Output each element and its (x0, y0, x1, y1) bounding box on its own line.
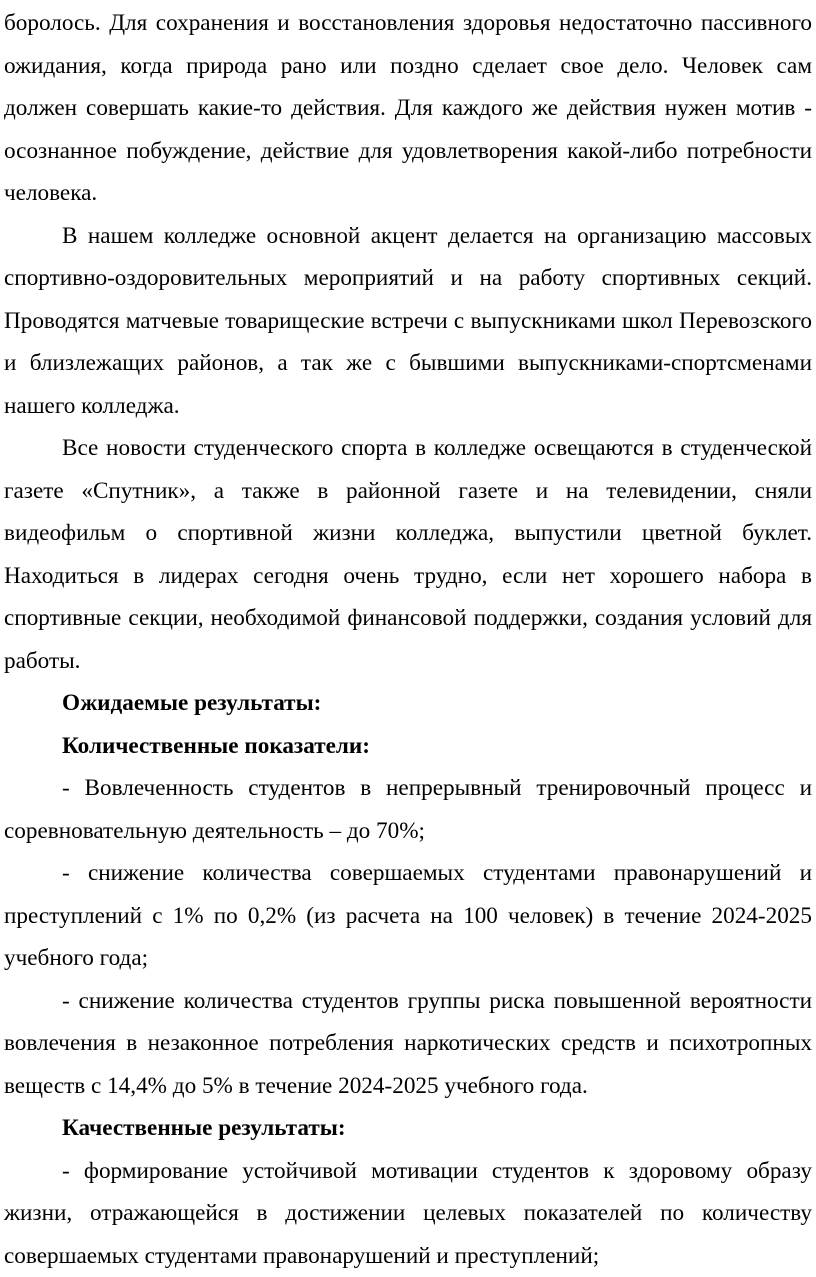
quantitative-item-risk-group: - снижение количества студентов группы риска повышенной вероятности вовлечения в незаконное потребления наркотических средств и психотропных веществ с 14,4% до 5% в течение 2024-2025 учебного года. (4, 980, 812, 1108)
quantitative-item-offenses: - снижение количества совершаемых студентами правонарушений и преступлений с 1% по 0,2% (из расчета на 100 человек) в течение 2024-2025 учебного года; (4, 852, 812, 980)
paragraph-sports-news: Все новости студенческого спорта в колледже освещаются в студенческой газете «Спутник», а также в районной газете и на телевидении, сняли видеофильм о спортивной жизни колледжа, выпустили цветной буклет. Находиться в лидерах сегодня очень трудно, если нет хорошего набора в спортивные секции, необходимой финансовой поддержки, создания условий для работы. (4, 427, 812, 682)
quantitative-item-involvement: - Вовлеченность студентов в непрерывный тренировочный процесс и соревновательную деятельность – до 70%; (4, 767, 812, 852)
heading-qualitative: Качественные результаты: (4, 1107, 812, 1150)
heading-quantitative: Количественные показатели: (4, 725, 812, 768)
qualitative-item-motivation: - формирование устойчивой мотивации студентов к здоровому образу жизни, отражающейся в достижении целевых показателей по количеству совершаемых студентами правонарушений и преступлений; (4, 1150, 812, 1277)
heading-expected-results: Ожидаемые результаты: (4, 682, 812, 725)
document-body (4, 2, 812, 1277)
paragraph-health-motivation: боролось. Для сохранения и восстановления здоровья недостаточно пассивного ожидания, когда природа рано или поздно сделает свое дело. Человек сам должен совершать какие-то действия. Для каждого же действия нужен мотив - осознанное побуждение, действие для удовлетворения какой-либо потребности человека. (4, 2, 812, 215)
paragraph-college-sports: В нашем колледже основной акцент делается на организацию массовых спортивно-оздоровительных мероприятий и на работу спортивных секций. Проводятся матчевые товарищеские встречи с выпускниками школ Перевозского и близлежащих районов, а так же с бывшими выпускниками-спортсменами нашего колледжа. (4, 215, 812, 428)
